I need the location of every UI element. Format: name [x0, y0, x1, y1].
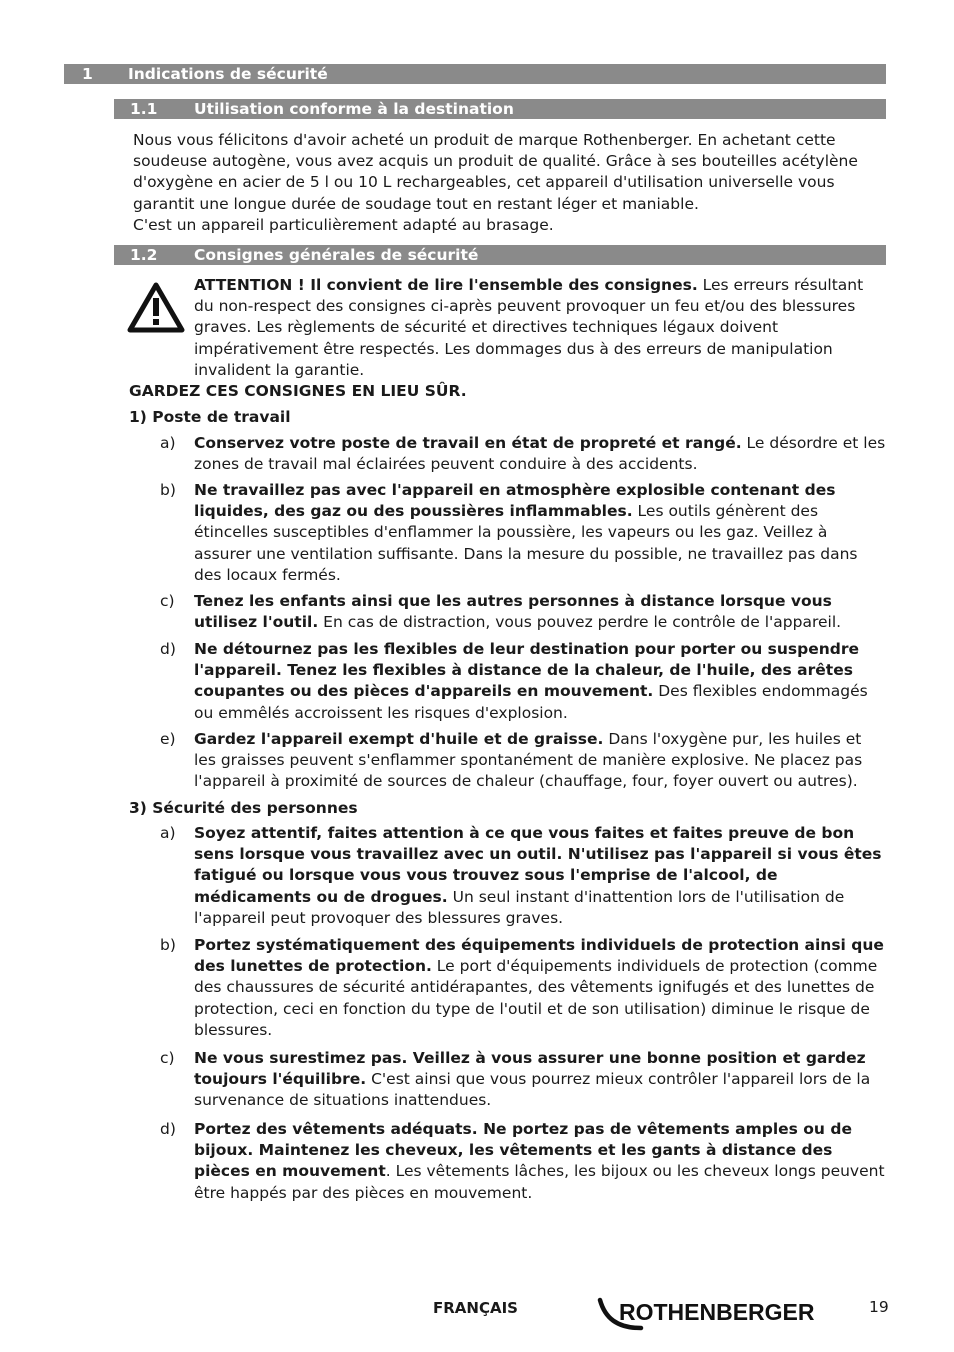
keep-safe-heading: GARDEZ CES CONSIGNES EN LIEU SÛR. [129, 382, 467, 400]
item-label: b) [160, 936, 176, 954]
page-number: 19 [869, 1298, 889, 1316]
intro-paragraph [133, 130, 885, 236]
item-label: c) [160, 1049, 175, 1067]
item-text: Ne vous surestimez pas. Veillez à vous assurer une bonne position et gardez toujours l'équilibre. C'est ainsi que vous pourrez mieux contrôler l'appareil lors de la survenance de situations inattendues. [194, 1049, 871, 1110]
warning-bold: ATTENTION ! Il convient de lire l'ensemble des consignes. [194, 276, 698, 294]
item-label: a) [160, 434, 176, 452]
item-label: a) [160, 824, 176, 842]
item-text: Portez systématiquement des équipements individuels de protection ainsi que des lunettes de protection. Le port d'équipements individuels de protection (comme des chaussures de sécurité antidérapantes, des vêtements ignifugés et des lunettes de protection, ceci en fonction du type de l'outil et de son utilisation) diminue le risque de blessures. [194, 936, 884, 1039]
section-heading-1-1 [114, 99, 886, 119]
logo-text: ROTHENBERGER [619, 1299, 815, 1325]
intro-text: Nous vous félicitons d'avoir acheté un produit de marque Rothenberger. En achetant cette soudeuse autogène, vous avez acquis un produit de qualité. Grâce à ses bouteilles acétylène d'oxygène en acier de 5 l ou 10 L rechargeables, cet appareil d'utilisation universelle vous garantit une longue durée de soudage tout en restant léger et maniable. [133, 131, 858, 213]
heading-number: 1.2 [130, 246, 158, 264]
heading-title: Indications de sécurité [128, 65, 328, 83]
warning-text: Les erreurs résultant du non-respect des consignes ci-après peuvent provoquer un feu et/ou des blessures graves. Les règlements de sécurité et directives techniques légaux doivent impérativement être respectés. Les dommages dus à des erreurs de manipulation invalident la garantie. [194, 276, 864, 379]
heading-number: 1 [82, 65, 93, 83]
item-label: c) [160, 592, 175, 610]
footer-language: FRANÇAIS [433, 1299, 518, 1317]
item-label: e) [160, 730, 176, 748]
item-label: d) [160, 1120, 176, 1138]
item-label: d) [160, 640, 176, 658]
item-text: Tenez les enfants ainsi que les autres personnes à distance lorsque vous utilisez l'outil. En cas de distraction, vous pouvez perdre le contrôle de l'appareil. [194, 592, 842, 632]
item-text: Gardez l'appareil exempt d'huile et de graisse. Dans l'oxygène pur, les huiles et les graisses peuvent s'enflammer spontanément de manière explosive. Ne placez pas l'appareil à proximité de sources de chaleur (chauffage, four, foyer ouvert ou autres). [194, 730, 863, 791]
intro-text-2: C'est un appareil particulièrement adapté au brasage. [133, 215, 554, 234]
heading-title: Consignes générales de sécurité [194, 246, 479, 264]
heading-number: 1.1 [130, 100, 158, 118]
section-heading-1-2 [114, 245, 886, 265]
item-text: Ne travaillez pas avec l'appareil en atmosphère explosible contenant des liquides, des gaz ou des poussières inflammables. Les outils génèrent des étincelles susceptibles d'enflammer la poussière, les vapeurs ou les gaz. Veillez à assurer une ventilation suffisante. Dans la mesure du possible, ne travaillez pas dans des locaux fermés. [194, 481, 858, 584]
item-text: Portez des vêtements adéquats. Ne portez pas de vêtements amples ou de bijoux. Maintenez les cheveux, les vêtements et les gants à distance des pièces en mouvement. Les vêtements lâches, les bijoux ou les cheveux longs peuvent être happés par des pièces en mouvement. [194, 1120, 885, 1202]
warning-paragraph [194, 275, 886, 381]
item-label: b) [160, 481, 176, 499]
item-text: Soyez attentif, faites attention à ce que vous faites et faites preuve de bon sens lorsque vous travaillez avec un outil. N'utilisez pas l'appareil si vous êtes fatigué ou lorsque vous vous trouvez sous l'emprise de l'alcool, de médicaments ou de drogues. Un seul instant d'inattention lors de l'utilisation de l'appareil peut provoquer des blessures graves. [194, 824, 882, 927]
item-text: Ne détournez pas les flexibles de leur destination pour porter ou suspendre l'appareil. Tenez les flexibles à distance de la chaleur, de l'huile, des arêtes coupantes ou des pièces d'appareils en mouvement. Des flexibles endommagés ou emmêlés accroissent les risques d'explosion. [194, 640, 868, 722]
warning-triangle-icon [127, 281, 185, 333]
section-title-workplace: 1) Poste de travail [129, 408, 291, 426]
section-title-personal-safety: 3) Sécurité des personnes [129, 799, 358, 817]
section-heading-1 [64, 64, 886, 84]
heading-title: Utilisation conforme à la destination [194, 100, 514, 118]
item-text: Conservez votre poste de travail en état de propreté et rangé. Le désordre et les zones de travail mal éclairées peuvent conduire à des accidents. [194, 434, 886, 474]
rothenberger-logo [597, 1296, 837, 1332]
